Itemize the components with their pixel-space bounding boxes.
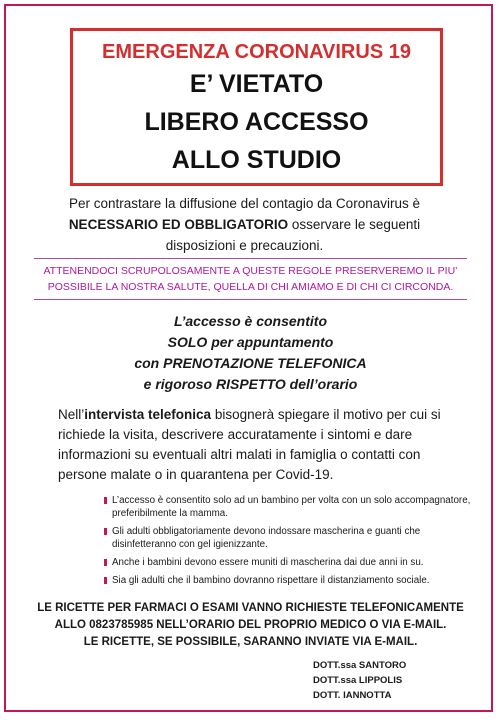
doctor-name: DOTT.ssa SANTORO xyxy=(313,660,407,671)
access-block xyxy=(60,311,441,395)
rules-list xyxy=(104,494,474,592)
intro-text-1: Per contrastare la diffusione del contagio da Coronavirus è xyxy=(69,196,420,211)
list-item xyxy=(104,556,474,569)
bullet-icon xyxy=(104,497,107,504)
title-line-accesso: LIBERO ACCESSO xyxy=(144,108,369,136)
footer-line-1: LE RICETTE PER FARMACI O ESAMI VANNO RICHIESTE TELEFONICAMENTE xyxy=(37,602,464,614)
doctor-name: DOTT.ssa LIPPOLIS xyxy=(313,675,403,686)
rule-text: Sia gli adulti che il bambino dovranno rispettare il distanziamento sociale. xyxy=(112,575,430,586)
footer-line-3: LE RICETTE, SE POSSIBILE, SARANNO INVIATE VIA E-MAIL. xyxy=(83,636,418,648)
access-line-1: L’accesso è consentito xyxy=(173,313,327,329)
prescription-notice xyxy=(20,600,481,651)
intro-text-2: osservare le seguenti disposizioni e precauzioni. xyxy=(165,217,421,253)
interview-text-2: bisognerà spiegare il motivo per cui si richiede la visita, descrivere accuratamente i sintomi e dare informazioni su eventuali altri malati in famiglia o contatti con persone malate o in quarantena per Covid-19. xyxy=(58,407,441,482)
list-item xyxy=(104,574,474,587)
doctor-name: DOTT. IANNOTTA xyxy=(313,690,392,701)
list-item xyxy=(104,525,474,551)
interview-text-1: Nell’ xyxy=(58,407,85,422)
access-line-3: con PRENOTAZIONE TELEFONICA xyxy=(134,355,367,371)
intro-paragraph xyxy=(40,193,449,256)
title-line-studio: ALLO STUDIO xyxy=(171,146,342,174)
access-line-4: e rigoroso RISPETTO dell’orario xyxy=(143,376,358,392)
bullet-icon xyxy=(104,577,107,584)
rule-text: Anche i bambini devono essere muniti di mascherina dai due anni in su. xyxy=(112,557,424,568)
rule-text: L’accesso è consentito solo ad un bambino per volta con un solo accompagnatore, preferibilmente la mamma. xyxy=(112,495,471,519)
list-item xyxy=(104,494,474,520)
bullet-icon xyxy=(104,559,107,566)
bullet-icon xyxy=(104,528,107,535)
rule-text: Gli adulti obbligatoriamente devono indossare mascherina e guanti che disinfetteranno con gel igienizzante. xyxy=(112,526,421,550)
interview-paragraph xyxy=(58,405,458,485)
title-line-vietato: E’ VIETATO xyxy=(189,70,324,98)
footer-line-2: ALLO 0823785985 NELL’ORARIO DEL PROPRIO MEDICO O VIA E-MAIL. xyxy=(54,619,447,631)
emergency-heading: EMERGENZA CORONAVIRUS 19 xyxy=(102,41,411,63)
title-box xyxy=(70,28,443,186)
access-line-2: SOLO per appuntamento xyxy=(167,334,334,350)
interview-bold: intervista telefonica xyxy=(84,407,212,422)
warning-box: ATTENENDOCI SCRUPOLOSAMENTE A QUESTE REGOLE PRESERVEREMO IL PIU’ POSSIBILE LA NOSTRA SALUTE, QUELLA DI CHI AMIAMO E DI CHI CI CIRCONDA. xyxy=(34,258,467,300)
intro-bold: NECESSARIO ED OBBLIGATORIO xyxy=(68,217,289,232)
doctors-signature xyxy=(313,658,483,703)
